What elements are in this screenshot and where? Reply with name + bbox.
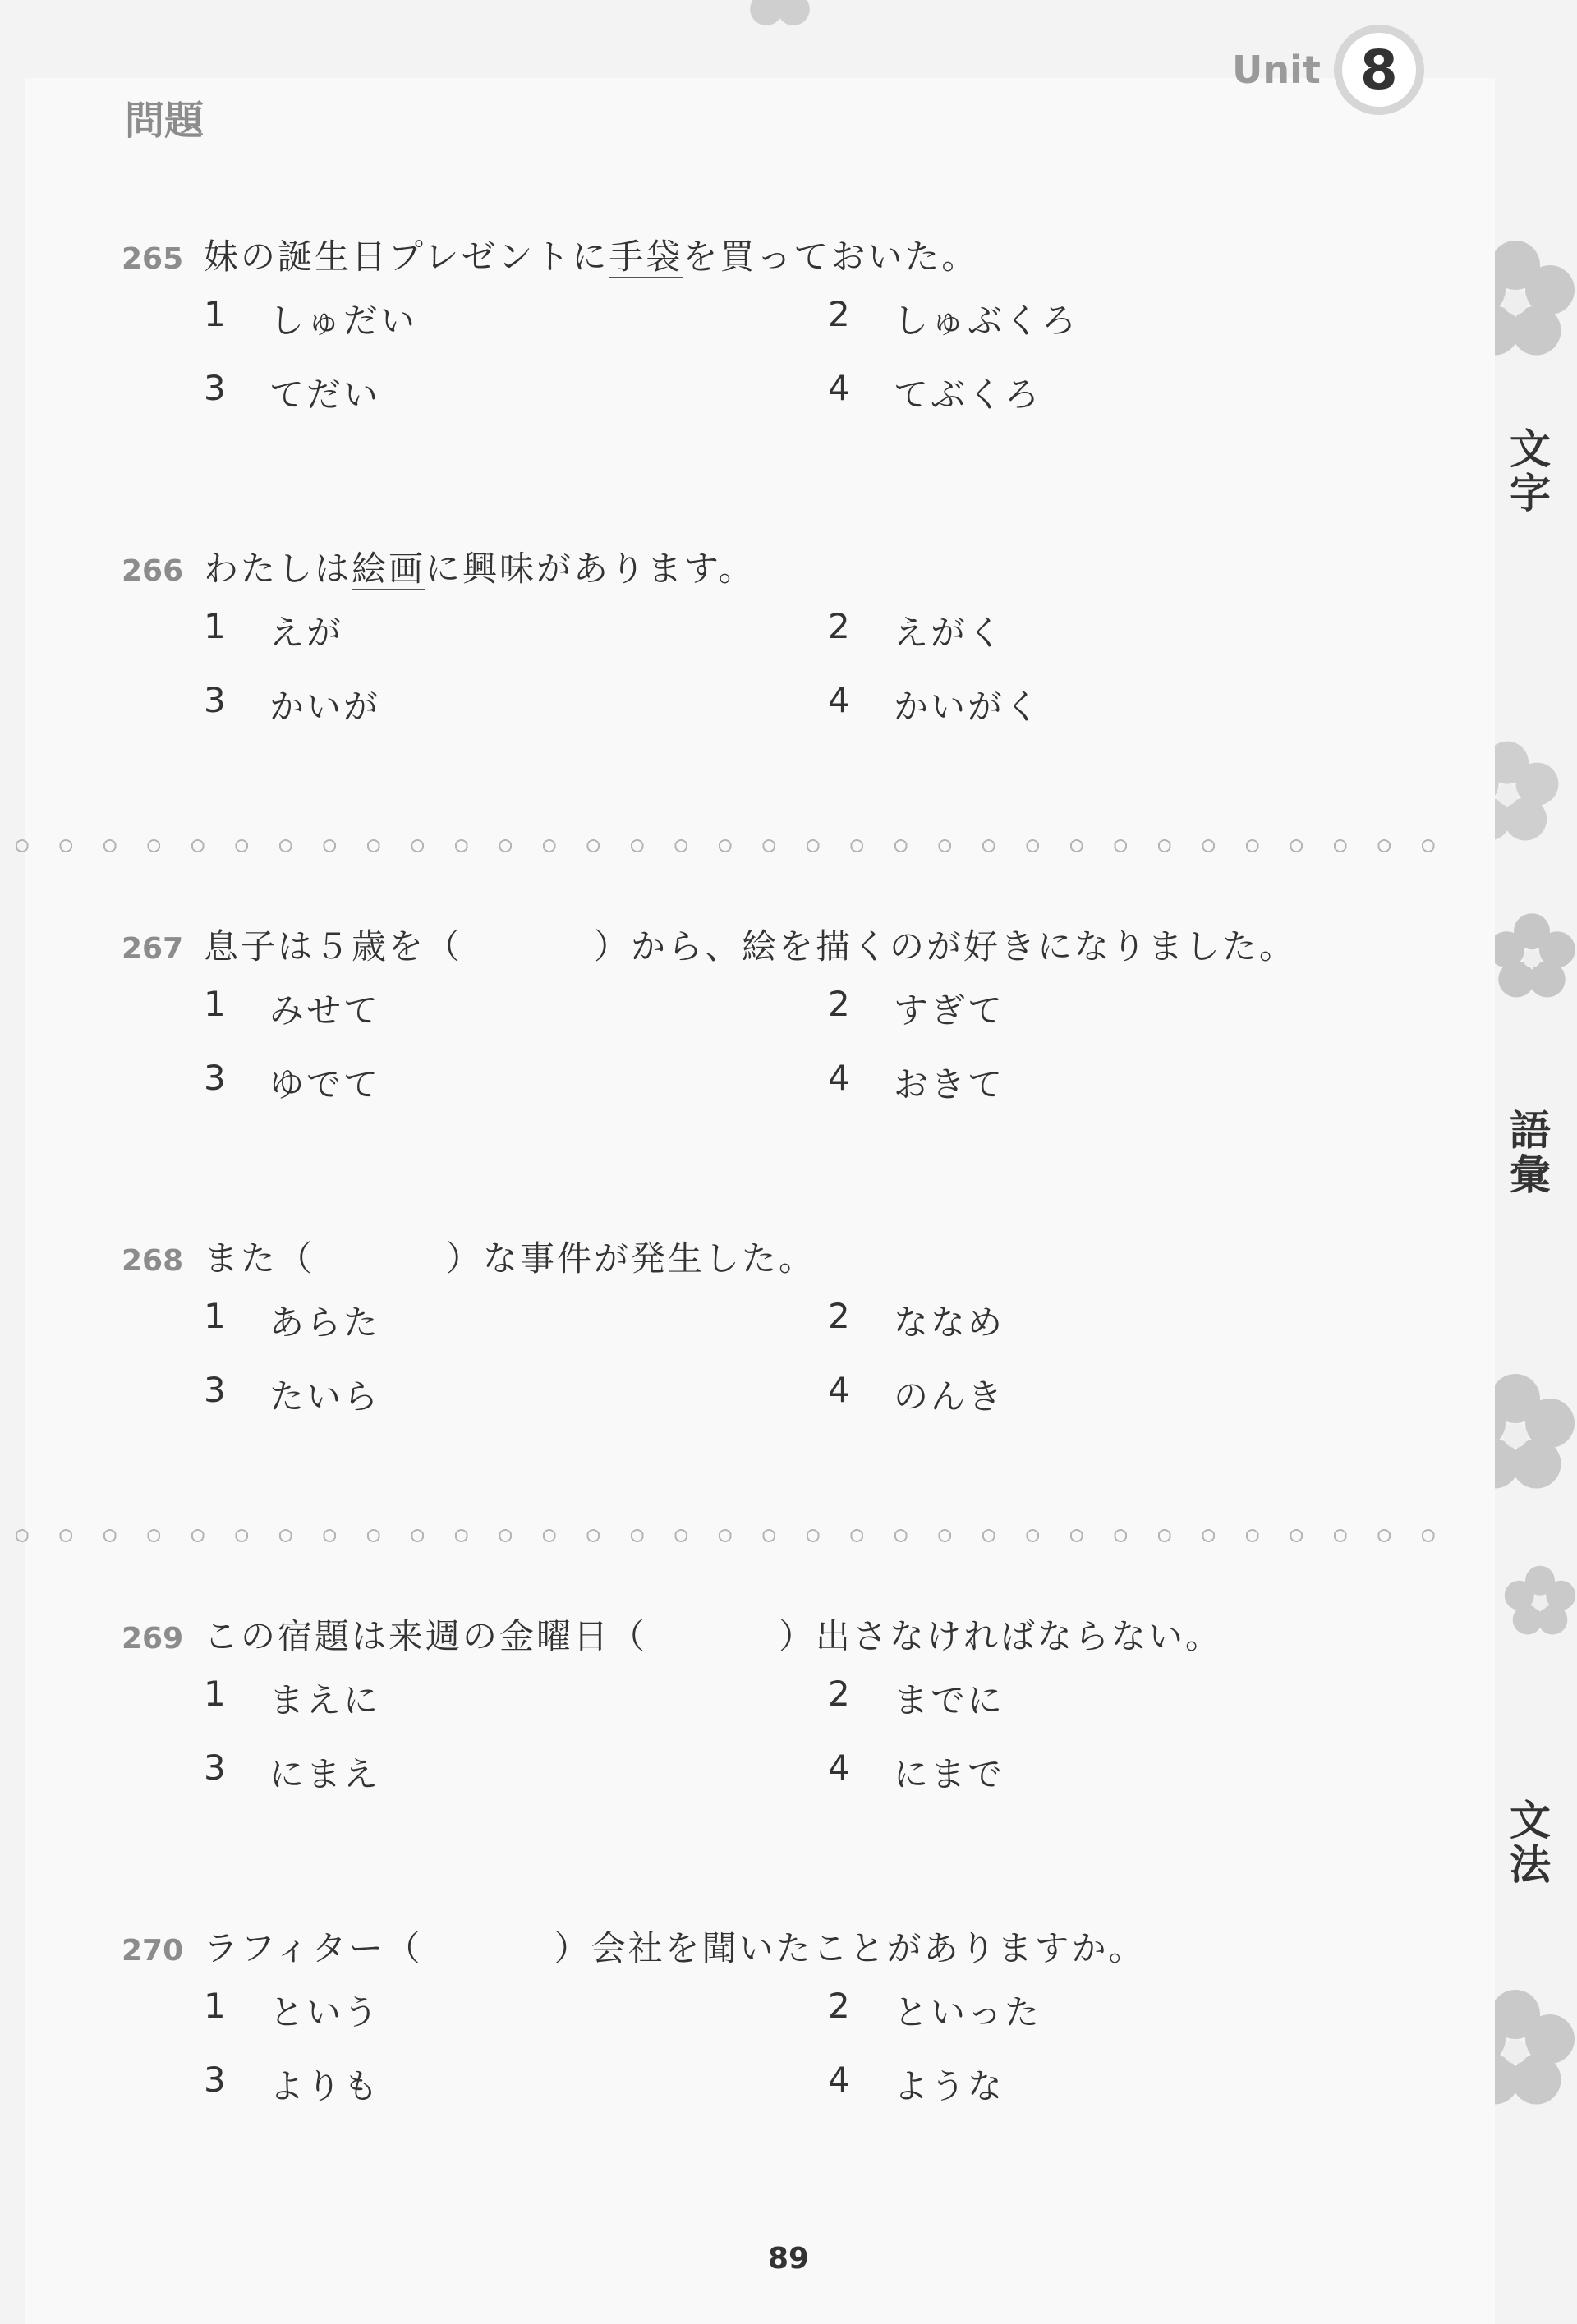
question-266 bbox=[122, 542, 1239, 729]
question-number: 266 bbox=[122, 554, 184, 588]
question-number: 268 bbox=[122, 1244, 184, 1278]
question-268 bbox=[122, 1232, 1239, 1419]
dotted-divider bbox=[0, 1527, 1462, 1544]
dotted-divider bbox=[0, 838, 1462, 854]
option-4[interactable]: 4 にまで bbox=[828, 1748, 1005, 1794]
option-2[interactable]: 2 すぎて bbox=[828, 984, 1005, 1031]
option-3[interactable]: 3 にまえ bbox=[204, 1748, 381, 1794]
option-2[interactable]: 2 えがく bbox=[828, 606, 1005, 653]
option-3[interactable]: 3 たいら bbox=[204, 1370, 381, 1417]
section-title: 問題 bbox=[125, 98, 205, 144]
option-2[interactable]: 2 ななめ bbox=[828, 1296, 1005, 1343]
option-1[interactable]: 1 あらた bbox=[204, 1296, 381, 1343]
option-4[interactable]: 4 のんき bbox=[828, 1370, 1005, 1417]
question-267 bbox=[122, 920, 1296, 1107]
side-tab-bunpo: 文法 bbox=[1503, 1798, 1551, 1887]
question-number: 269 bbox=[122, 1622, 184, 1656]
option-1[interactable]: 1 しゅだい bbox=[204, 294, 418, 341]
unit-number: 8 bbox=[1334, 25, 1424, 115]
option-4[interactable]: 4 てぶくろ bbox=[828, 368, 1042, 415]
question-number: 267 bbox=[122, 932, 184, 966]
flower-decoration bbox=[739, 0, 830, 33]
question-number: 265 bbox=[122, 242, 184, 276]
question-number: 270 bbox=[122, 1934, 184, 1968]
question-text: ラフィター（ ）会社を聞いたことがありますか。 bbox=[204, 1928, 1146, 1968]
flower-decoration bbox=[1487, 903, 1577, 1010]
option-2[interactable]: 2 までに bbox=[828, 1674, 1005, 1720]
page-number: 89 bbox=[767, 2242, 810, 2276]
option-4[interactable]: 4 おきて bbox=[828, 1058, 1005, 1105]
question-text: 息子は５歳を（ ）から、絵を描くのが好きになりました。 bbox=[204, 926, 1297, 967]
underlined-word: 絵画 bbox=[352, 549, 426, 589]
option-1[interactable]: 1 という bbox=[204, 1986, 381, 2032]
question-text: この宿題は来週の金曜日（ ）出さなければならない。 bbox=[204, 1616, 1223, 1656]
question-text: また（ ）な事件が発生した。 bbox=[204, 1238, 816, 1279]
question-text: わたしは絵画に興味があります。 bbox=[204, 549, 756, 589]
option-3[interactable]: 3 てだい bbox=[204, 368, 381, 415]
unit-badge bbox=[1232, 25, 1424, 115]
side-tab-moji: 文字 bbox=[1503, 427, 1551, 516]
side-tab-goi: 語彙 bbox=[1503, 1109, 1551, 1197]
option-4[interactable]: 4 ような bbox=[828, 2060, 1005, 2106]
question-269 bbox=[122, 1610, 1239, 1797]
option-1[interactable]: 1 まえに bbox=[204, 1674, 381, 1720]
option-2[interactable]: 2 といった bbox=[828, 1986, 1042, 2032]
option-3[interactable]: 3 よりも bbox=[204, 2060, 381, 2106]
option-3[interactable]: 3 ゆでて bbox=[204, 1058, 381, 1105]
question-265 bbox=[122, 230, 1239, 417]
option-1[interactable]: 1 みせて bbox=[204, 984, 381, 1031]
underlined-word: 手袋 bbox=[609, 237, 683, 277]
flower-decoration bbox=[1503, 1536, 1577, 1667]
question-text: 妹の誕生日プレゼントに手袋を買っておいた。 bbox=[204, 237, 979, 277]
option-1[interactable]: 1 えが bbox=[204, 606, 344, 653]
option-3[interactable]: 3 かいが bbox=[204, 680, 381, 727]
option-2[interactable]: 2 しゅぶくろ bbox=[828, 294, 1079, 341]
option-4[interactable]: 4 かいがく bbox=[828, 680, 1042, 727]
unit-label: Unit bbox=[1232, 48, 1321, 92]
question-270 bbox=[122, 1922, 1239, 2109]
